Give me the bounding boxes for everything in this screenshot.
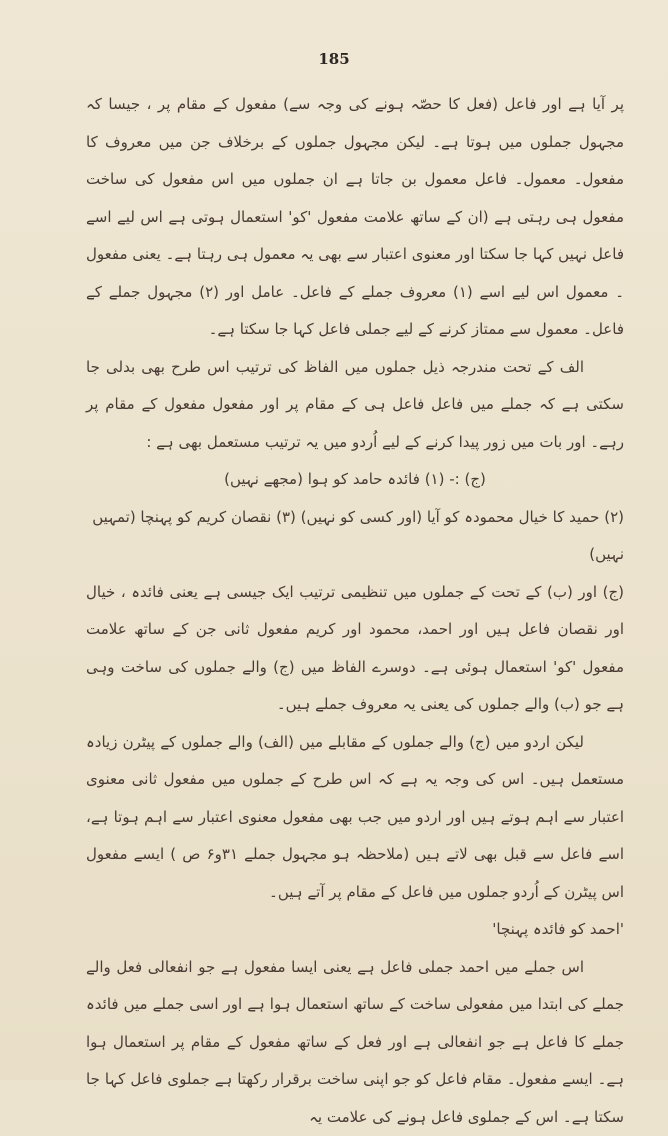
paragraph-4 (86, 724, 624, 912)
example-line-1: (ج) :- (۱) فائدہ حامد کو ہوا (مجھے نہیں) (86, 461, 624, 499)
text-line: کے لیے اُردو میں یہ ترتیب مستعمل بھی ہے : (146, 433, 420, 451)
text-line: ہے۔ یعنی مفعول ۔ معمول اس لیے اسے (۱) معروف جملے کے فاعل۔ عامل اور (۲) مجہول جملے (86, 245, 624, 301)
example-line-2: (۲) حمید کا خیال محمودہ کو آیا (اور کسی کو نہیں) (۳) نقصان کریم کو پہنچا (تمہیں نہیں) (86, 499, 624, 574)
text-line: ہیں۔ اس کی وجہ یہ ہے کہ اس طرح کے جملوں میں مفعول ثانی معنوی اعتبار سے اہم ہوتے ہیں اور اردو (86, 770, 624, 826)
text-line: میں ہوتا ہے۔ لیکن مجہول جملوں کے برخلاف جن میں معروف کا مفعول۔ معمول۔ فاعل معمول بن جاتا (86, 133, 624, 189)
text-line: میں جب بھی مفعول معنوی اعتبار سے اہم ہوتا ہے، اسے فاعل سے قبل بھی لاتے ہیں (ملاحظہ ہو (86, 808, 624, 864)
text-line: الف کے تحت مندرجہ ذیل جملوں میں الفاظ کی ترتیب اس طرح بھی بدلی جا سکتی ہے کہ (86, 358, 624, 414)
text-line: پر آیا ہے اور فاعل (فعل کا حصّہ ہونے کی وجہ سے) مفعول کے مقام پر ، جیسا کہ مجہول جملوں (86, 95, 624, 151)
text-line: (ب) والے جملوں کی یعنی یہ معروف جملے ہیں۔ (277, 695, 580, 713)
text-line: استعمال ہوتی ہے اس لیے اسے فاعل نہیں کہا جا سکتا اور معنوی اعتبار سے بھی یہ معمول ہی رہتا (86, 208, 624, 264)
text-line: ساخت برقرار رکھتا ہے جملوی فاعل کہا جا سکتا ہے۔ اس کے جملوی فاعل ہونے کی علامت یہ (86, 1070, 624, 1126)
text-line: اس جملے میں احمد جملی فاعل ہے یعنی ایسا مفعول ہے جو انفعالی فعل والے جملے کی ابتدا (86, 958, 624, 1014)
text-line: (ج) اور (ب) کے تحت کے جملوں میں تنظیمی ترتیب ایک جیسی ہے یعنی (169, 583, 624, 601)
page-number: 185 (0, 50, 668, 68)
paragraph-5 (86, 949, 624, 1136)
text-line: جملے میں فاعل فاعل ہی کے مقام پر اور مفعول مفعول کے مقام پر رہے۔ اور بات میں زور پیدا کرنے (86, 395, 624, 451)
text-line: لیکن اردو میں (ج) والے جملوں کے مقابلے میں (الف) والے جملوں کے پیٹرن زیادہ مستعمل (86, 733, 624, 789)
document-body (86, 86, 624, 1136)
paragraph-1 (86, 86, 624, 349)
text-line: مجہول جملے ۳۱و۶ ص ) ایسے مفعول اس پیٹرن کے اُردو جملوں میں فاعل کے مقام پر آتے (86, 845, 624, 901)
paragraph-3 (86, 574, 624, 724)
text-line: کے فاعل۔ معمول سے ممتاز کرنے کے لیے جملی فاعل کہا جا سکتا ہے۔ (86, 283, 624, 339)
text-line: ہیں۔ (269, 883, 303, 901)
text-line: ہے ان جملوں میں اس مفعول کی ساخت مفعول ہی رہتی ہے (ان کے ساتھ علامت مفعول 'کو' (86, 170, 624, 226)
text-line: مفعول 'کو' استعمال ہوئی ہے۔ دوسرے الفاظ میں (ج) والے جملوں کی ساخت وہی ہے جو (86, 658, 624, 714)
text-line: اور فعل کے ساتھ مفعول کے مقام پر استعمال ہوا ہے۔ ایسے مفعول۔ مقام فاعل کو جو اپنی (86, 1033, 624, 1089)
example-sentence: 'احمد کو فائدہ پہنچا' (86, 911, 624, 949)
text-line: میں مفعولی ساخت کے ساتھ استعمال ہوا ہے اور اسی جملے میں فائدہ جملے کا فاعل ہے جو انفعالی ہے (86, 995, 624, 1051)
text-line: فائدہ ، خیال اور نقصان فاعل ہیں اور احمد، محمود اور کریم مفعول ثانی جن کے ساتھ علامت (86, 583, 624, 639)
paragraph-2 (86, 349, 624, 462)
